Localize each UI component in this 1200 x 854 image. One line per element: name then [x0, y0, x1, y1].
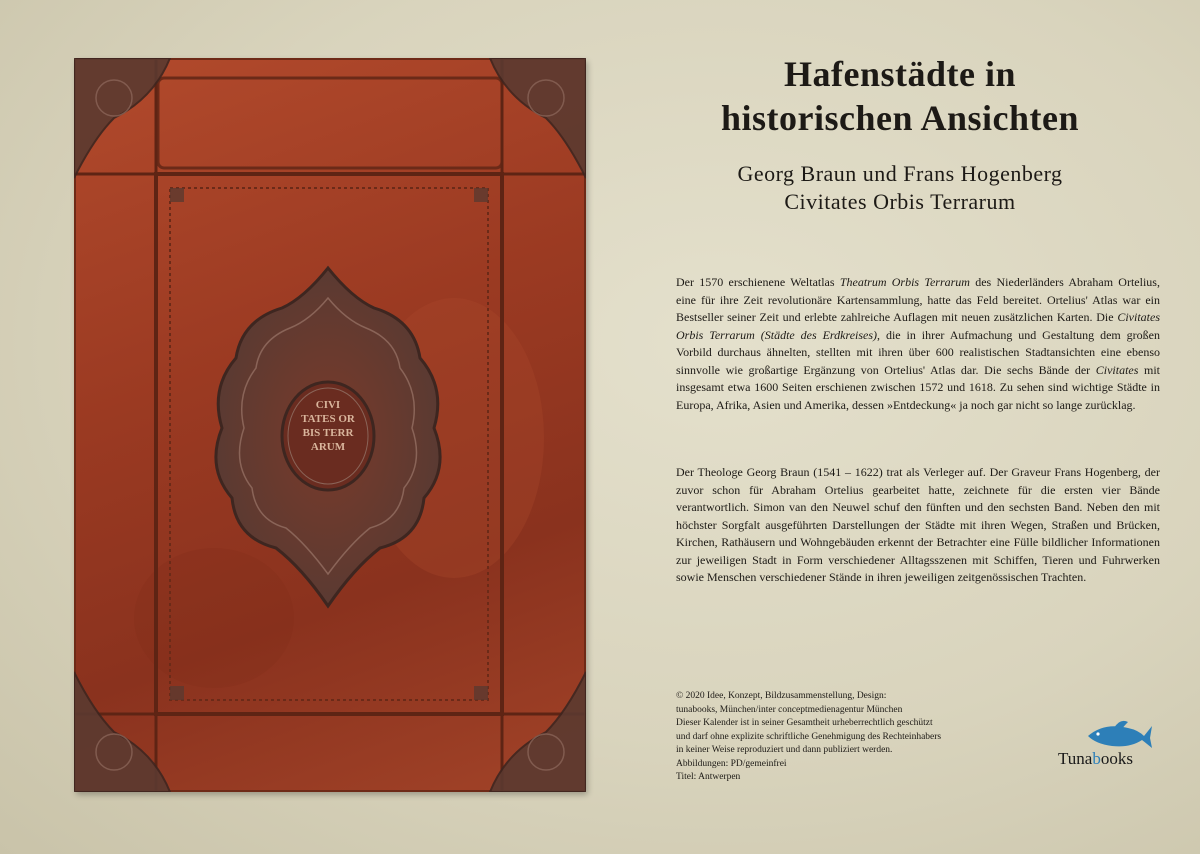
authors-paragraph: Der Theologe Georg Braun (1541 – 1622) trat als Verleger auf. Der Graveur Frans Hogenberg, der zuvor schon für Abraham Ortelius gearbeitet hatte, zeichnete für die ersten vier Bände verantwortlich. Simon van den Neuwel schuf den fünften und den sechsten Band. Neben den mit höchster Sorgfalt ausgeführten Darstellungen der Städte mit ihren Wegen, Straßen und Brücken, Kirchen, Rathäusern und Wohngebäuden erkennt der Betrachter eine Fülle bildlicher Informationen zur jeweiligen Stadt in Form verschiedener Alltagsszenen mit Schiffen, Tieren und Fuhrwerken sowie Menschen verschiedener Stände in ihren jeweiligen zeitgenössischen Trachten. [676, 465, 1160, 584]
paragraph-text: , die in ihrer Aufmachung und Gestaltung dem großen Vorbild durchaus ähnelten, stellten mit ihren über 600 realistischen Stadtansichten eine ebenso sinnvolle wie großartige Ergänzung von Ortelius' Atlas dar. Die sechs Bände der [676, 327, 1160, 377]
credits-line: Abbildungen: PD/gemeinfrei [676, 758, 787, 769]
page-title [640, 52, 1160, 140]
cover-label-line: BIS TERR [302, 427, 354, 439]
logo-text-part: Tuna [1058, 749, 1093, 768]
credits-line: © 2020 Idee, Konzept, Bildzusammenstellung, Design: [676, 691, 887, 701]
credits-line: tunabooks, München/inter conceptmedienagentur München [676, 704, 903, 715]
intro-paragraph [676, 274, 1160, 414]
fish-icon [1084, 718, 1154, 752]
credits-block [676, 690, 976, 785]
title-line: Hafenstädte in [784, 54, 1016, 94]
paragraph-text: des Niederländers Abraham Ortelius, eine für ihre Zeit revolutionäre Kartensammlung, hatte das Feld bereitet. Ortelius' Atlas war ein Bestseller seiner Zeit und erlebte zahlreiche Auflagen mit neuen zusätzlichen Karten. Die [676, 275, 1160, 324]
page-subtitle [640, 160, 1160, 216]
cover-label-line: TATES OR [301, 413, 355, 425]
logo-text-part: ooks [1100, 749, 1133, 768]
paragraph-italic: Civitates [1095, 362, 1139, 377]
paragraph-italic: Theatrum Orbis Terrarum [839, 275, 970, 289]
paragraph-text: mit insgesamt etwa 1600 Seiten erschienen zwischen 1572 und 1618. Zu sehen sind wichtige Städte in Europa, Afrika, Asien und Amerika, dessen »Entdeckung« ja noch gar nicht so lange zurücklag. [676, 362, 1160, 412]
cover-label-line: CIVI [315, 399, 341, 411]
credits-line: in keiner Weise reproduziert und dann publiziert werden. [676, 745, 893, 755]
paragraph-italic: Civitates Orbis Terrarum (Städte des Erdkreises) [676, 310, 1160, 342]
subtitle-line: Georg Braun und Frans Hogenberg [737, 161, 1063, 186]
tunabooks-logo [1058, 718, 1158, 774]
credits-line: Dieser Kalender ist in seiner Gesamtheit urheberrechtlich geschützt [676, 718, 933, 728]
cover-label-line: ARUM [310, 441, 346, 453]
credits-line: Titel: Antwerpen [676, 772, 741, 782]
logo-text-accent: b [1092, 749, 1101, 768]
book-cover-image [74, 58, 586, 792]
subtitle-line: Civitates Orbis Terrarum [784, 189, 1016, 214]
credits-line: und darf ohne explizite schriftliche Genehmigung des Rechteinhabers [676, 731, 942, 742]
title-line: historischen Ansichten [720, 98, 1080, 138]
logo-wordmark [1058, 749, 1133, 769]
paragraph-text: Der 1570 erschienene Weltatlas [676, 275, 840, 289]
